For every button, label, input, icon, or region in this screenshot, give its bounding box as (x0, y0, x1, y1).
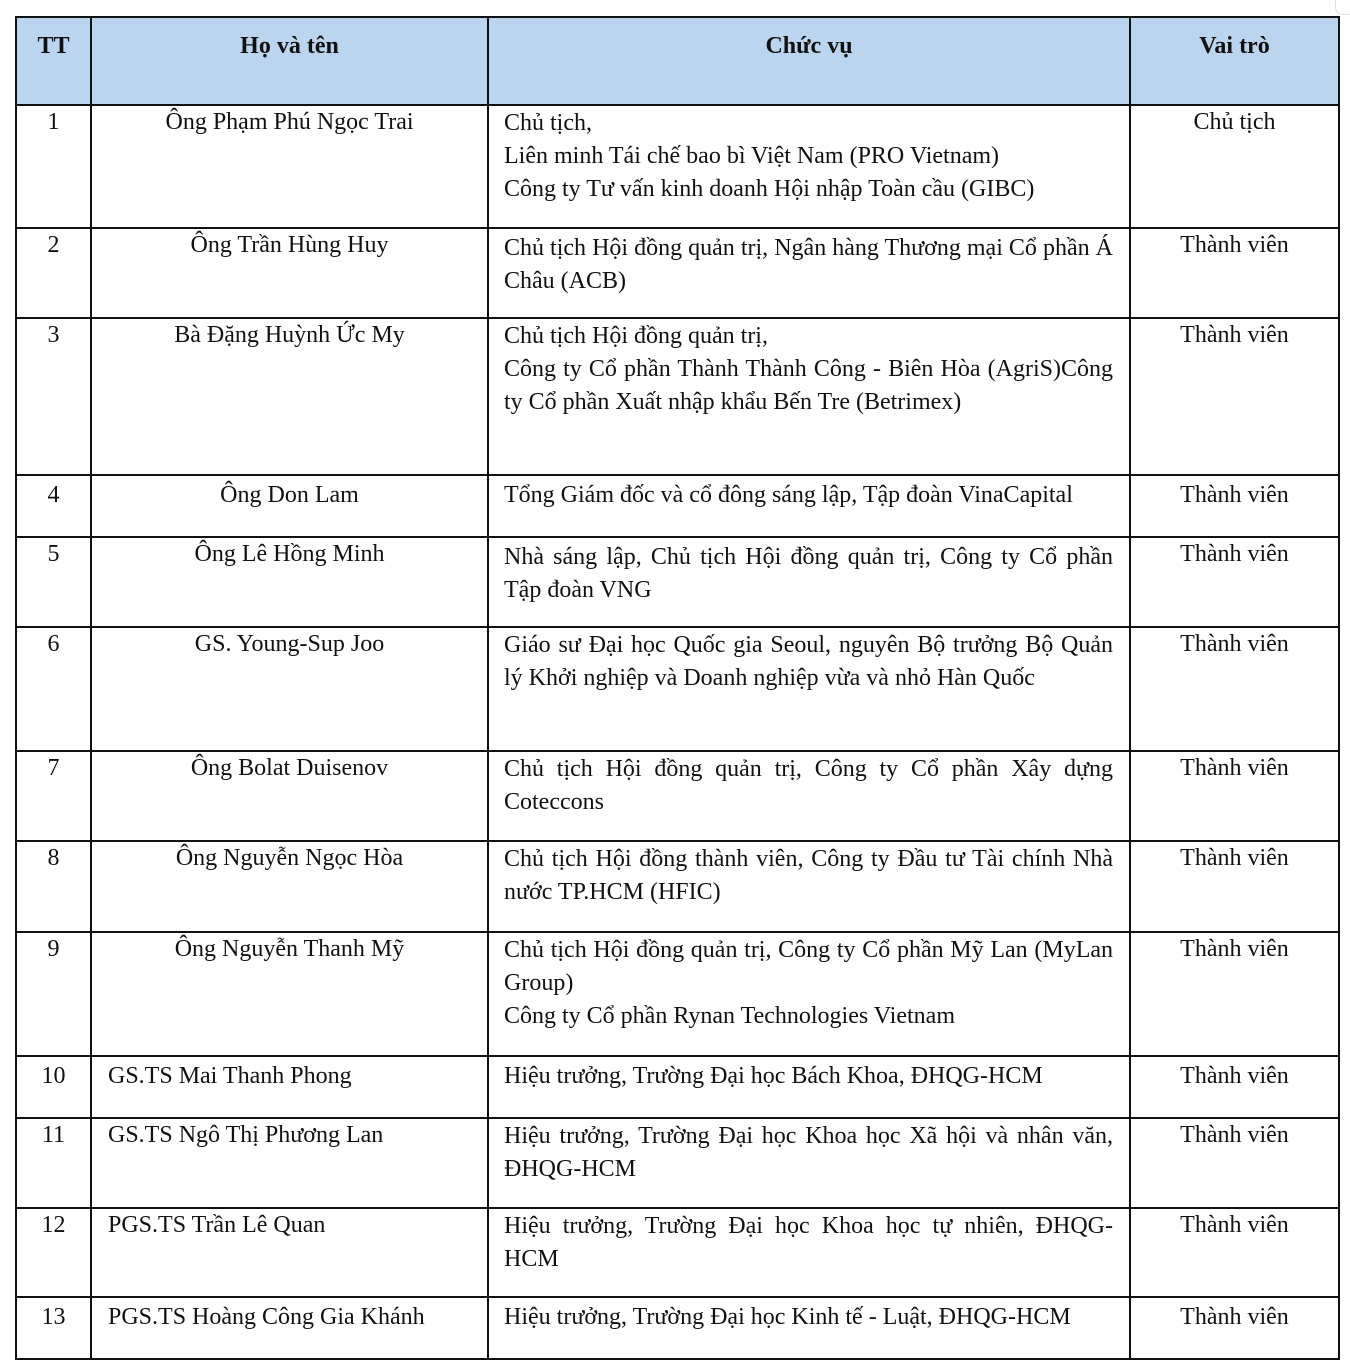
cell-position (488, 228, 1130, 318)
cell-tt: 4 (16, 475, 91, 537)
table-row (16, 1118, 1339, 1208)
cell-role: Thành viên (1130, 228, 1339, 318)
table-row (16, 105, 1339, 228)
cell-tt: 7 (16, 751, 91, 841)
header-name: Họ và tên (91, 17, 488, 105)
table-row (16, 1297, 1339, 1359)
cell-role: Thành viên (1130, 751, 1339, 841)
position-line: Công ty Cổ phần Thành Thành Công - Biên Hòa (AgriS)Công ty Cổ phần Xuất nhập khẩu Bến Tre (Betrimex) (504, 356, 1113, 415)
cell-position (488, 932, 1130, 1056)
table-row (16, 1208, 1339, 1297)
cell-name: PGS.TS Hoàng Công Gia Khánh (91, 1297, 488, 1359)
table-row (16, 318, 1339, 475)
cell-position (488, 1297, 1130, 1359)
cell-name: Ông Nguyễn Thanh Mỹ (91, 932, 488, 1056)
position-line: Công ty Cổ phần Rynan Technologies Vietnam (504, 1003, 955, 1029)
position-line: Giáo sư Đại học Quốc gia Seoul, nguyên Bộ trưởng Bộ Quản lý Khởi nghiệp và Doanh nghiệp vừa và nhỏ Hàn Quốc (504, 632, 1113, 691)
board-members-table (15, 16, 1340, 1360)
position-line: Hiệu trưởng, Trường Đại học Kinh tế - Luật, ĐHQG-HCM (504, 1304, 1071, 1330)
position-line: Nhà sáng lập, Chủ tịch Hội đồng quản trị, Công ty Cổ phần Tập đoàn VNG (504, 544, 1113, 603)
cell-tt: 12 (16, 1208, 91, 1297)
cell-name: GS. Young-Sup Joo (91, 627, 488, 751)
table-row (16, 475, 1339, 537)
cell-position (488, 1118, 1130, 1208)
position-line: Chủ tịch Hội đồng quản trị, Ngân hàng Thương mại Cổ phần Á Châu (ACB) (504, 235, 1113, 294)
position-line: Hiệu trưởng, Trường Đại học Khoa học tự nhiên, ĐHQG-HCM (504, 1213, 1113, 1272)
cell-role: Thành viên (1130, 1056, 1339, 1118)
cell-name: Ông Nguyễn Ngọc Hòa (91, 841, 488, 932)
position-line: Chủ tịch Hội đồng quản trị, Công ty Cổ phần Xây dựng Coteccons (504, 756, 1113, 815)
cell-position (488, 751, 1130, 841)
cell-tt: 8 (16, 841, 91, 932)
position-line: Tổng Giám đốc và cổ đông sáng lập, Tập đoàn VinaCapital (504, 482, 1073, 508)
cell-name: GS.TS Mai Thanh Phong (91, 1056, 488, 1118)
cell-role: Thành viên (1130, 537, 1339, 627)
page-corner-mark (1335, 0, 1350, 15)
cell-tt: 10 (16, 1056, 91, 1118)
cell-position (488, 1208, 1130, 1297)
cell-role: Thành viên (1130, 475, 1339, 537)
cell-name: Ông Don Lam (91, 475, 488, 537)
cell-tt: 2 (16, 228, 91, 318)
cell-position (488, 1056, 1130, 1118)
cell-position (488, 475, 1130, 537)
table-row (16, 627, 1339, 751)
position-line: Công ty Tư vấn kinh doanh Hội nhập Toàn cầu (GIBC) (504, 176, 1035, 202)
cell-position (488, 537, 1130, 627)
table-row (16, 228, 1339, 318)
cell-position (488, 318, 1130, 475)
cell-tt: 9 (16, 932, 91, 1056)
table-row (16, 841, 1339, 932)
cell-tt: 6 (16, 627, 91, 751)
cell-role: Thành viên (1130, 627, 1339, 751)
cell-role: Thành viên (1130, 932, 1339, 1056)
cell-role: Thành viên (1130, 841, 1339, 932)
cell-position (488, 841, 1130, 932)
cell-name: Ông Bolat Duisenov (91, 751, 488, 841)
position-line: Chủ tịch Hội đồng quản trị, Công ty Cổ phần Mỹ Lan (MyLan Group) (504, 937, 1113, 996)
cell-role: Thành viên (1130, 1118, 1339, 1208)
position-line: Hiệu trưởng, Trường Đại học Khoa học Xã hội và nhân văn, ĐHQG-HCM (504, 1123, 1113, 1182)
cell-tt: 1 (16, 105, 91, 228)
header-role: Vai trò (1130, 17, 1339, 105)
table-row (16, 537, 1339, 627)
table-row (16, 1056, 1339, 1118)
cell-tt: 13 (16, 1297, 91, 1359)
cell-position (488, 627, 1130, 751)
cell-name: PGS.TS Trần Lê Quan (91, 1208, 488, 1297)
cell-name: Ông Trần Hùng Huy (91, 228, 488, 318)
cell-role: Thành viên (1130, 1208, 1339, 1297)
cell-name: Ông Phạm Phú Ngọc Trai (91, 105, 488, 228)
header-tt: TT (16, 17, 91, 105)
table-row (16, 932, 1339, 1056)
cell-name: GS.TS Ngô Thị Phương Lan (91, 1118, 488, 1208)
header-position: Chức vụ (488, 17, 1130, 105)
cell-tt: 3 (16, 318, 91, 475)
table-header-row (16, 17, 1339, 105)
position-line: Chủ tịch, (504, 110, 592, 136)
position-line: Hiệu trưởng, Trường Đại học Bách Khoa, ĐHQG-HCM (504, 1063, 1043, 1089)
position-line: Chủ tịch Hội đồng thành viên, Công ty Đầu tư Tài chính Nhà nước TP.HCM (HFIC) (504, 846, 1113, 905)
cell-tt: 11 (16, 1118, 91, 1208)
cell-role: Thành viên (1130, 318, 1339, 475)
cell-name: Bà Đặng Huỳnh Ức My (91, 318, 488, 475)
position-line: Chủ tịch Hội đồng quản trị, (504, 323, 768, 349)
position-line: Liên minh Tái chế bao bì Việt Nam (PRO Vietnam) (504, 143, 1000, 169)
cell-role: Thành viên (1130, 1297, 1339, 1359)
table-row (16, 751, 1339, 841)
cell-name: Ông Lê Hồng Minh (91, 537, 488, 627)
cell-role: Chủ tịch (1130, 105, 1339, 228)
cell-position (488, 105, 1130, 228)
cell-tt: 5 (16, 537, 91, 627)
